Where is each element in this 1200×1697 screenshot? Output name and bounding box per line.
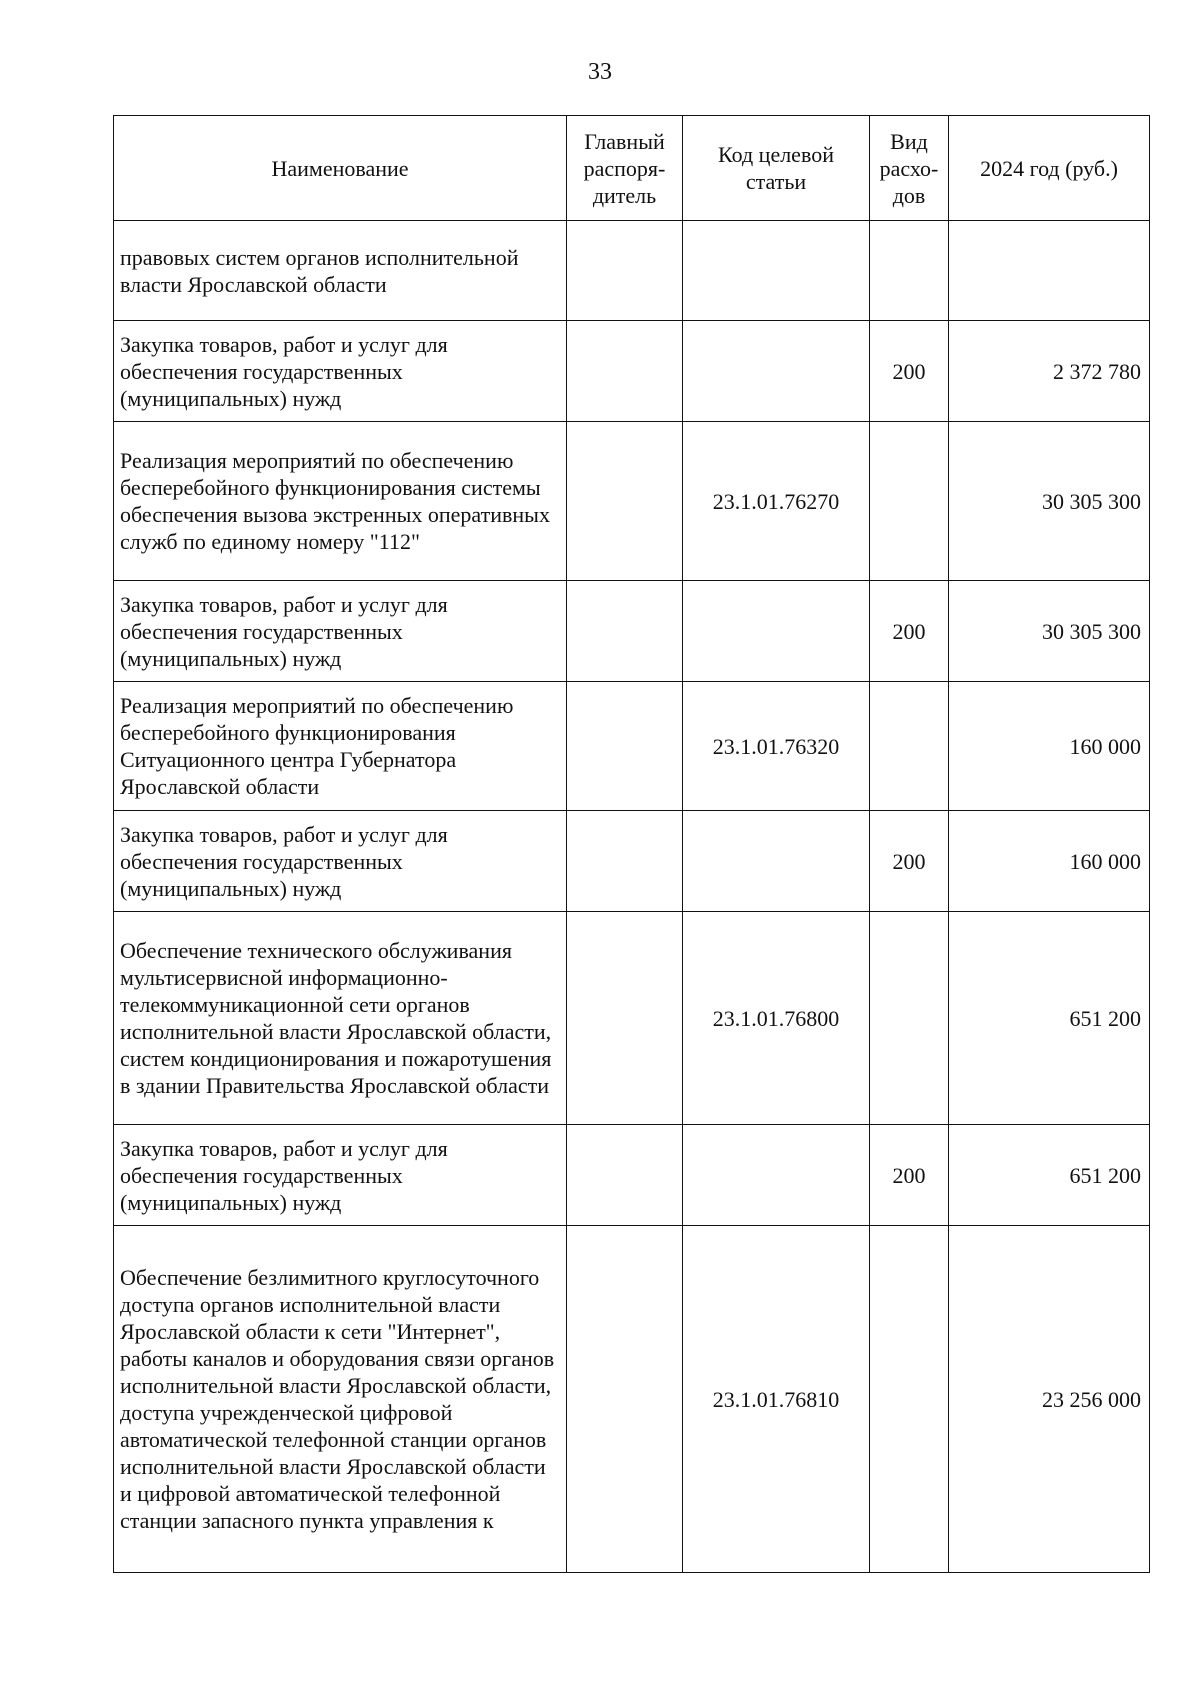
cell-code [683,581,870,682]
cell-code: 23.1.01.76810 [683,1226,870,1573]
table-header [114,116,1150,221]
table-row [114,581,1150,682]
cell-type [870,221,949,321]
cell-type [870,682,949,811]
table-body [114,221,1150,1573]
table-row [114,221,1150,321]
cell-amount: 160 000 [949,811,1150,912]
cell-code [683,811,870,912]
cell-admin [567,221,683,321]
table-row [114,682,1150,811]
cell-amount: 23 256 000 [949,1226,1150,1573]
table-row [114,912,1150,1125]
header-code: Код целевой статьи [683,116,870,221]
cell-amount: 160 000 [949,682,1150,811]
cell-type: 200 [870,321,949,422]
cell-name: Обеспечение безлимитного круглосуточного доступа органов исполнительной власти Ярославской области к сети "Интернет", работы каналов и оборудования связи органов исполнительной власти Ярославской области, доступа учрежденческой цифровой автоматической телефонной станции органов исполнительной власти Ярославской области и цифровой автоматической телефонной станции запасного пункта управления к [114,1226,567,1573]
cell-type: 200 [870,811,949,912]
cell-type [870,1226,949,1573]
cell-amount: 2 372 780 [949,321,1150,422]
header-type: Вид расхо-дов [870,116,949,221]
cell-code [683,1125,870,1226]
cell-name: Закупка товаров, работ и услуг для обеспечения государственных (муниципальных) нужд [114,811,567,912]
table-row [114,811,1150,912]
cell-name: Закупка товаров, работ и услуг для обеспечения государственных (муниципальных) нужд [114,1125,567,1226]
page-number: 33 [588,59,612,85]
cell-type [870,912,949,1125]
cell-code: 23.1.01.76800 [683,912,870,1125]
cell-admin [567,1125,683,1226]
cell-admin [567,912,683,1125]
cell-amount: 30 305 300 [949,422,1150,581]
cell-admin [567,682,683,811]
cell-type: 200 [870,581,949,682]
cell-admin [567,811,683,912]
table-row [114,321,1150,422]
cell-code: 23.1.01.76320 [683,682,870,811]
cell-admin [567,581,683,682]
cell-amount [949,221,1150,321]
header-admin: Главный распоря-дитель [567,116,683,221]
cell-amount: 651 200 [949,912,1150,1125]
cell-amount: 651 200 [949,1125,1150,1226]
cell-code: 23.1.01.76270 [683,422,870,581]
cell-name: Обеспечение технического обслуживания мультисервисной информационно-телекоммуникационной сети органов исполнительной власти Ярославской области, систем кондиционирования и пожаротушения в здании Правительства Ярославской области [114,912,567,1125]
cell-type [870,422,949,581]
cell-name: Закупка товаров, работ и услуг для обеспечения государственных (муниципальных) нужд [114,321,567,422]
cell-type: 200 [870,1125,949,1226]
cell-amount: 30 305 300 [949,581,1150,682]
header-amount: 2024 год (руб.) [949,116,1150,221]
cell-code [683,221,870,321]
cell-name: Реализация мероприятий по обеспечению бесперебойного функционирования системы обеспечения вызова экстренных оперативных служб по единому номеру "112" [114,422,567,581]
table-row [114,1125,1150,1226]
budget-table [113,115,1150,1573]
table-row [114,1226,1150,1573]
cell-name: правовых систем органов исполнительной власти Ярославской области [114,221,567,321]
cell-admin [567,1226,683,1573]
table-row [114,422,1150,581]
header-row [114,116,1150,221]
cell-admin [567,422,683,581]
header-name: Наименование [114,116,567,221]
cell-code [683,321,870,422]
cell-name: Реализация мероприятий по обеспечению бесперебойного функционирования Ситуационного центра Губернатора Ярославской области [114,682,567,811]
cell-admin [567,321,683,422]
cell-name: Закупка товаров, работ и услуг для обеспечения государственных (муниципальных) нужд [114,581,567,682]
